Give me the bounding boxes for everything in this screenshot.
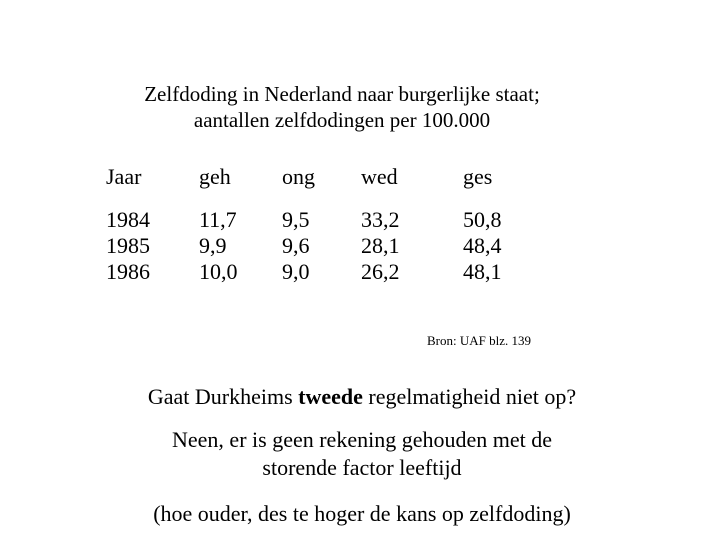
source-note: Bron: UAF blz. 139 [427,333,531,348]
question-emphasis: tweede [298,384,363,409]
cell-year: 1986 [106,259,150,284]
answer-line-1: Neen, er is geen rekening gehouden met de [172,427,552,452]
cell-geh: 9,9 [199,233,227,258]
cell-wed: 28,1 [361,233,400,258]
cell-ges: 50,8 [463,207,502,232]
cell-geh: 10,0 [199,259,238,284]
cell-ges: 48,1 [463,259,502,284]
header-ong: ong [282,164,315,189]
title-line-2: aantallen zelfdodingen per 100.000 [193,108,491,132]
cell-ges: 48,4 [463,233,502,258]
header-ges: ges [463,164,493,189]
cell-ong: 9,5 [282,207,310,232]
cell-ong: 9,6 [282,233,310,258]
question-end: regelmatigheid niet op? [362,384,577,409]
cell-year: 1985 [106,233,150,258]
footnote: (hoe ouder, des te hoger de kans op zelfdoding) [153,501,571,526]
question [0,383,720,411]
cell-geh: 11,7 [199,207,237,232]
cell-wed: 33,2 [361,207,400,232]
title-line-1: Zelfdoding in Nederland naar burgerlijke staat; [144,82,540,106]
question-start: Gaat Durkheims [147,384,299,409]
cell-ong: 9,0 [282,259,310,284]
answer-line-2: storende factor leeftijd [262,455,462,480]
header-jaar: Jaar [106,164,142,189]
cell-year: 1984 [106,207,150,232]
header-geh: geh [199,164,231,189]
header-wed: wed [361,164,398,189]
cell-wed: 26,2 [361,259,400,284]
